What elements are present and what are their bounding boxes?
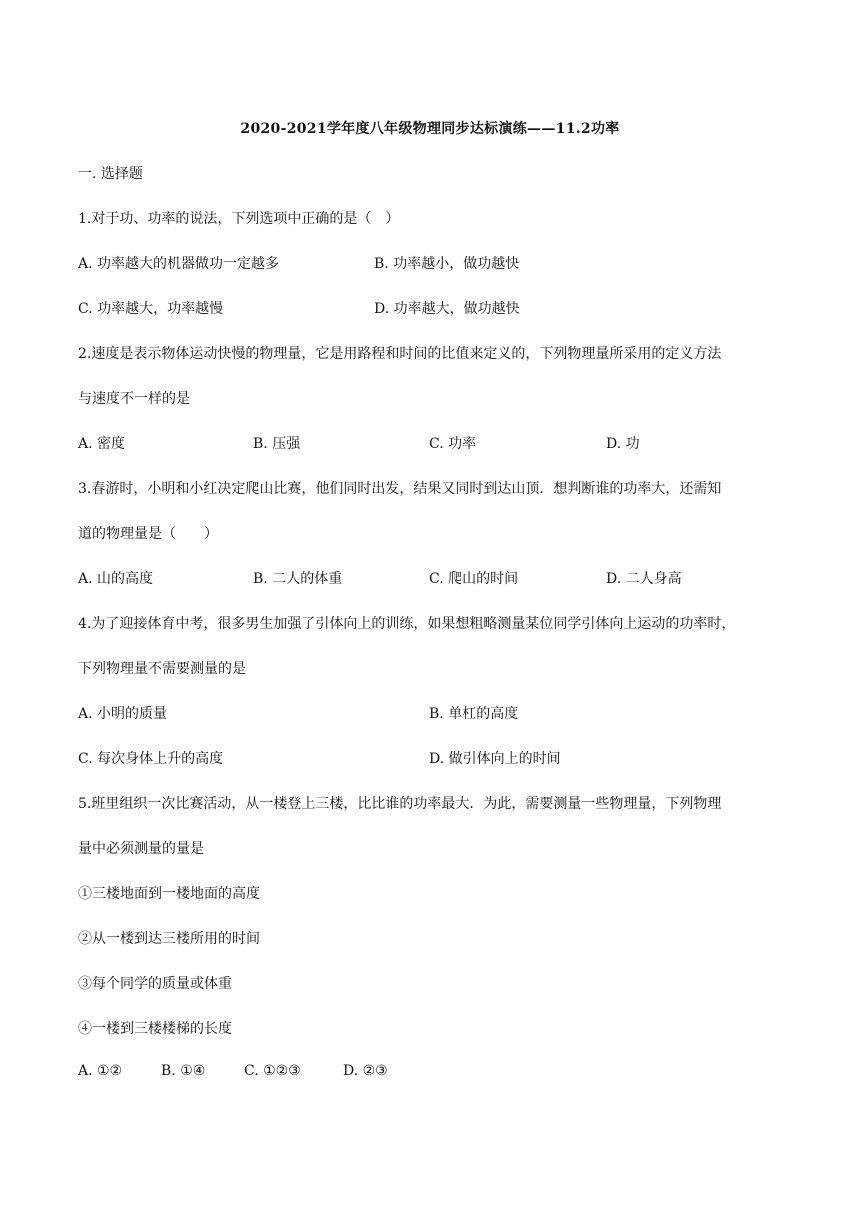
question-3-option-b: B. 二人的体重 xyxy=(253,571,343,587)
question-1-option-d: D. 功率越大，做功越快 xyxy=(374,301,520,317)
question-5-item-1: ①三楼地面到一楼地面的高度 xyxy=(78,886,260,902)
question-3-stem-line-2: 道的物理量是（ ） xyxy=(78,526,218,542)
question-2-stem-line-2: 与速度不一样的是 xyxy=(78,391,190,407)
question-1-option-b: B. 功率越小，做功越快 xyxy=(374,256,520,272)
question-5-stem-line-1: 5.班里组织一次比赛活动，从一楼登上三楼，比比谁的功率最大．为此，需要测量一些物理量，下列物理 xyxy=(78,796,722,812)
question-4-stem-line-1: 4.为了迎接体育中考，很多男生加强了引体向上的训练，如果想粗略测量某位同学引体向上运动的功率时， xyxy=(78,616,736,632)
question-5-option-a: A. ①② xyxy=(78,1063,123,1079)
question-2-option-c: C. 功率 xyxy=(429,436,477,452)
page-title: 2020-2021学年度八年级物理同步达标演练——11.2功率 xyxy=(240,121,620,137)
question-3-stem-line-1: 3.春游时，小明和小红决定爬山比赛，他们同时出发，结果又同时到达山顶．想判断谁的功率大，还需知 xyxy=(78,481,722,497)
question-2-option-a: A. 密度 xyxy=(78,436,126,452)
question-1-stem: 1.对于功、功率的说法，下列选项中正确的是（ ） xyxy=(78,211,400,227)
question-3-option-d: D. 二人身高 xyxy=(606,571,682,587)
question-3-option-a: A. 山的高度 xyxy=(78,571,154,587)
question-4-option-d: D. 做引体向上的时间 xyxy=(429,751,561,767)
question-5-option-c: C. ①②③ xyxy=(244,1063,301,1079)
question-1-option-c: C. 功率越大，功率越慢 xyxy=(78,301,224,317)
question-4-option-b: B. 单杠的高度 xyxy=(429,706,519,722)
question-1-option-a: A. 功率越大的机器做功一定越多 xyxy=(78,256,280,272)
question-4-option-a: A. 小明的质量 xyxy=(78,706,168,722)
question-4-stem-line-2: 下列物理量不需要测量的是 xyxy=(78,661,246,677)
question-5-option-b: B. ①④ xyxy=(161,1063,206,1079)
question-5-stem-line-2: 量中必须测量的量是 xyxy=(78,841,204,857)
question-2-stem-line-1: 2.速度是表示物体运动快慢的物理量，它是用路程和时间的比值来定义的，下列物理量所采用的定义方法 xyxy=(78,346,722,362)
question-5-option-d: D. ②③ xyxy=(343,1063,388,1079)
question-2-option-d: D. 功 xyxy=(606,436,640,452)
section-heading: 一. 选择题 xyxy=(78,166,143,182)
question-5-item-4: ④一楼到三楼楼梯的长度 xyxy=(78,1021,232,1037)
question-5-item-3: ③每个同学的质量或体重 xyxy=(78,976,232,992)
question-5-item-2: ②从一楼到达三楼所用的时间 xyxy=(78,931,260,947)
question-3-option-c: C. 爬山的时间 xyxy=(429,571,519,587)
question-4-option-c: C. 每次身体上升的高度 xyxy=(78,751,224,767)
question-2-option-b: B. 压强 xyxy=(253,436,301,452)
